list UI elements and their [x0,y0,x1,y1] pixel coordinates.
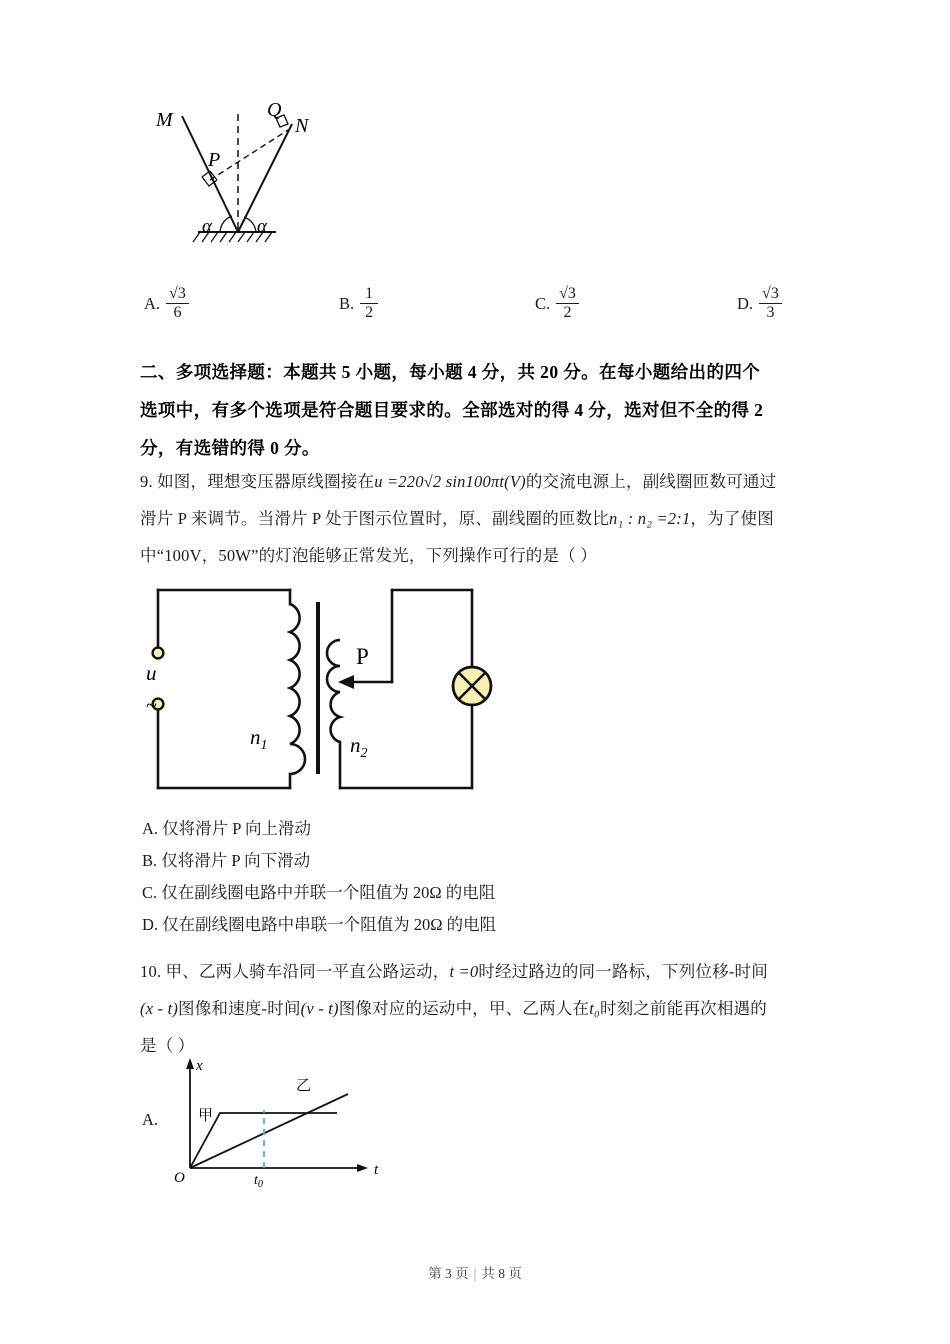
label-primary-turns: $n_1$ [250,725,268,753]
fraction-numerator: √3 [169,285,186,302]
question-9-line-2 [140,500,830,537]
q10-text-a: 10. 甲、乙两人骑车沿同一平直公路运动， [140,962,450,981]
q10-text-e: 时刻之前能再次相遇的 [599,999,767,1018]
answer-options-q8 [0,280,950,342]
q9-text-b: 的交流电源上，副线圈匝数可通过 [525,472,777,491]
section-header-line-2: 选项中，有多个选项是符合题目要求的。全部选对的得 4 分，选对但不全的得 2 [140,400,764,420]
label-P: P [208,149,221,171]
label-slider-P: P [356,644,369,669]
footer-page-number: 第 3 页 [428,1266,469,1281]
secondary-coil-icon [327,640,340,742]
question-10-line-2 [140,990,830,1027]
q10-text-c: 图像和速度-时间 [178,999,301,1018]
footer-separator: | [473,1266,477,1281]
label-source-u: u [146,661,157,685]
primary-coil-icon [290,604,305,774]
fraction-numerator: √3 [762,285,779,302]
footer-total-pages: 共 8 页 [481,1266,522,1281]
fraction [360,286,378,322]
q10-xt-label: (x - t) [140,999,179,1018]
q9-text-d: ，为了使图 [690,509,774,528]
q9-option-d[interactable]: D. 仅在副线圈电路中串联一个阻值为 20Ω 的电阻 [142,915,497,934]
series-yi-line [190,1094,348,1168]
q9-formula-u: u =220√2 sin100πt(V) [374,472,526,491]
source-terminal-top[interactable] [153,648,164,659]
y-axis [186,1058,194,1168]
angle-arc-left [220,216,232,232]
question-10-stem [140,953,830,1064]
option-letter: B. [339,293,355,313]
q10-text-d: 图像对应的运动中，甲、乙两人在 [338,999,590,1018]
chart-x-t-graph [172,1056,412,1190]
option-letter: D. [737,293,754,313]
q9-option-a[interactable]: A. 仅将滑片 P 向上滑动 [142,819,311,838]
fraction-numerator: 1 [365,285,374,302]
answer-option-a[interactable] [144,286,189,322]
question-9-stem [140,463,830,574]
x-t-chart-svg [172,1056,412,1190]
q10-vt-label: (v - t) [300,999,339,1018]
section-header [140,353,820,467]
section-header-line-1: 二、多项选择题：本题共 5 小题，每小题 4 分，共 20 分。在每小题给出的四个 [140,362,761,382]
inclined-rods-svg [140,86,400,264]
q10-text-b: 时经过路边的同一路标，下列位移-时间 [478,962,768,981]
section-header-line-3: 分，有选错的得 0 分。 [140,438,320,458]
q9-text-a: 9. 如图，理想变压器原线圈接在 [140,472,375,491]
x-axis [190,1164,368,1172]
label-source-ac: ~ [146,695,157,717]
series-label-jia: 甲 [198,1108,214,1124]
q9-option-b[interactable]: B. 仅将滑片 P 向下滑动 [142,851,311,870]
q9-formula-ratio: n₁ : n₂ =2:1 [609,509,691,528]
answer-option-d[interactable] [737,286,782,322]
question-9-options [142,813,822,941]
label-angle-left: α [202,216,212,237]
option-letter: A. [142,1110,159,1129]
fraction [556,286,579,322]
transformer-circuit-svg [142,582,512,804]
label-angle-right: α [257,216,267,237]
axis-label-t: t [374,1162,379,1178]
option-letter: C. [535,293,551,313]
question-9-line-1 [140,463,830,500]
q10-formula-t0: t =0 [449,962,479,981]
q9-text-c: 滑片 P 来调节。当滑片 P 处于图示位置时，原、副线圈的匝数比 [140,509,610,528]
fraction-denominator: 2 [556,303,579,321]
q10-option-a-letter[interactable] [142,1110,158,1130]
option-letter: A. [144,293,161,313]
q10-formula-t-sub0: t₀ [589,999,600,1018]
figure-transformer-circuit [142,582,512,804]
rod-M [182,116,238,232]
series-label-yi: 乙 [296,1078,312,1094]
page-footer [0,1262,950,1282]
axis-label-x: x [196,1058,203,1074]
fraction-denominator: 2 [360,303,378,321]
lamp-icon [453,667,491,705]
tick-label-t0: $t_0$ [254,1173,263,1190]
answer-option-c[interactable] [535,286,579,322]
fraction-denominator: 3 [759,303,782,321]
label-M: M [156,109,173,131]
fraction-numerator: √3 [559,285,576,302]
question-10-line-1 [140,953,830,990]
label-secondary-turns: $n_2$ [350,733,368,761]
figure-inclined-rods [140,86,400,264]
question-10-line-3: 是（ ） [140,1036,195,1055]
fraction [166,286,189,322]
label-N: N [295,115,309,137]
question-9-line-3: 中“100V，50W”的灯泡能够正常发光，下列操作可行的是（ ） [140,546,597,565]
slider-arrow-icon[interactable] [338,675,354,689]
q9-option-c[interactable]: C. 仅在副线圈电路中并联一个阻值为 20Ω 的电阻 [142,883,496,902]
fraction [759,286,782,322]
axis-origin-label: O [174,1170,185,1186]
angle-arc-right [244,217,256,232]
fraction-denominator: 6 [166,303,189,321]
label-Q: Q [267,99,282,121]
answer-option-b[interactable] [339,286,378,322]
